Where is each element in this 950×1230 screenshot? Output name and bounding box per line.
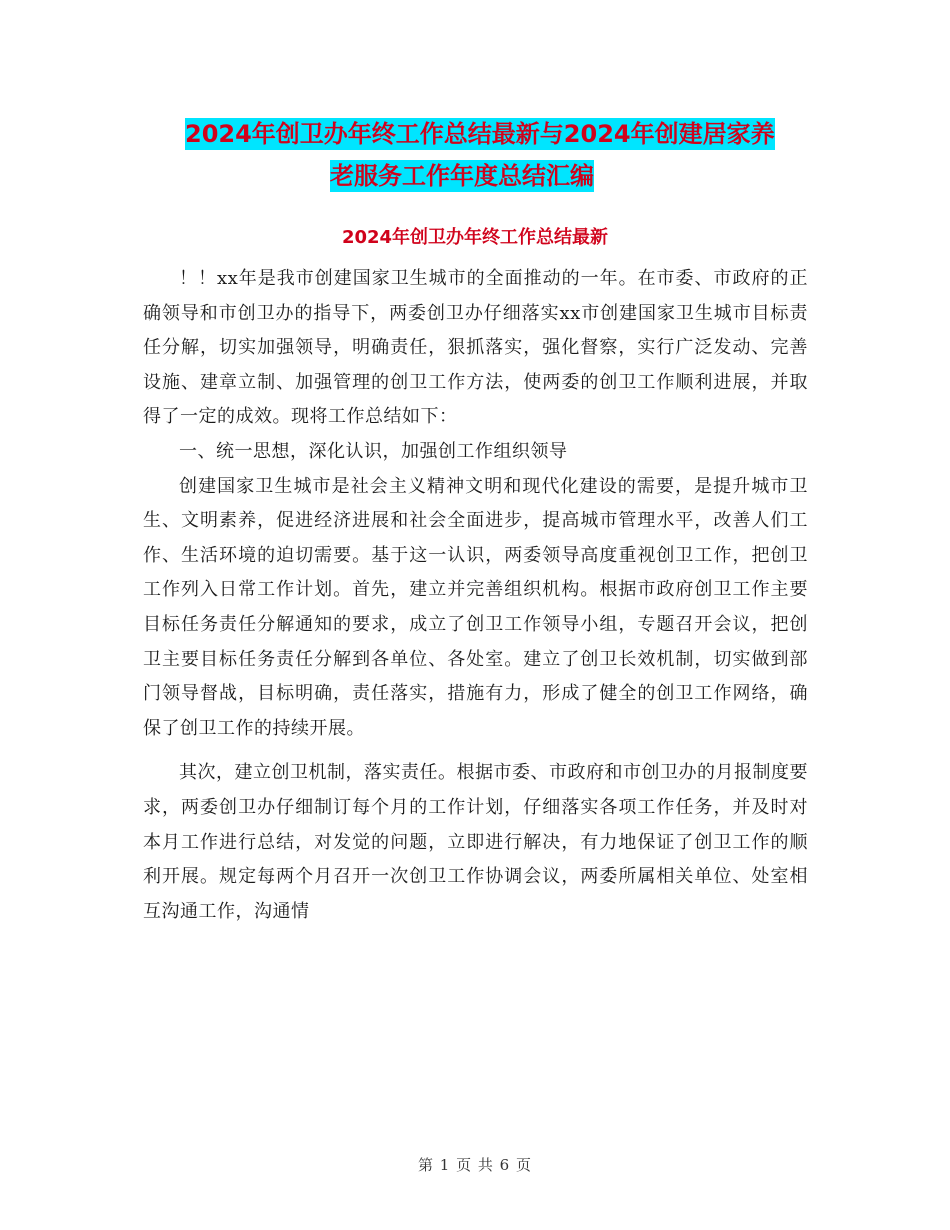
document-body [143, 262, 808, 929]
page-footer: 第 1 页 共 6 页 [418, 1156, 532, 1174]
document-title-line-1 [185, 112, 865, 156]
paragraph-body-1: 创建国家卫生城市是社会主义精神文明和现代化建设的需要，是提升城市卫生、文明素养，促进经济进展和社会全面进步，提高城市管理水平，改善人们工作、生活环境的迫切需要。基于这一认识，两委领导高度重视创卫工作，把创卫工作列入日常工作计划。首先，建立并完善组织机构。根据市政府创卫工作主要目标任务责任分解通知的要求，成立了创卫工作领导小组，专题召开会议，把创卫主要目标任务责任分解到各单位、各处室。建立了创卫长效机制，切实做到部门领导督战，目标明确，责任落实，措施有力，形成了健全的创卫工作网络，确保了创卫工作的持续开展。 [143, 475, 808, 739]
section-title: 2024年创卫办年终工作总结最新 [341, 227, 609, 248]
paragraph-heading-1: 一、统一思想，深化认识，加强创工作组织领导 [179, 440, 568, 462]
title-highlight-2: 老服务工作年度总结汇编 [330, 162, 594, 190]
paragraph-body-2: 其次，建立创卫机制，落实责任。根据市委、市政府和市创卫办的月报制度要求，两委创卫办仔细制订每个月的工作计划，仔细落实各项工作任务，并及时对本月工作进行总结，对发觉的问题，立即进行解决，有力地保证了创卫工作的顺利开展。规定每两个月召开一次创卫工作协调会议，两委所属相关单位、处室相互沟通工作，沟通情 [143, 762, 808, 922]
document-title-line-2 [330, 154, 950, 198]
title-highlight-1: 2024年创卫办年终工作总结最新与2024年创建居家养 [185, 120, 775, 148]
paragraph-intro: ！！xx年是我市创建国家卫生城市的全面推动的一年。在市委、市政府的正确领导和市创卫办的指导下，两委创卫办仔细落实xx市创建国家卫生城市目标责任分解，切实加强领导，明确责任，狠抓落实，强化督察，实行广泛发动、完善设施、建章立制、加强管理的创卫工作方法，使两委的创卫工作顺利进展，并取得了一定的成效。现将工作总结如下： [143, 268, 808, 428]
